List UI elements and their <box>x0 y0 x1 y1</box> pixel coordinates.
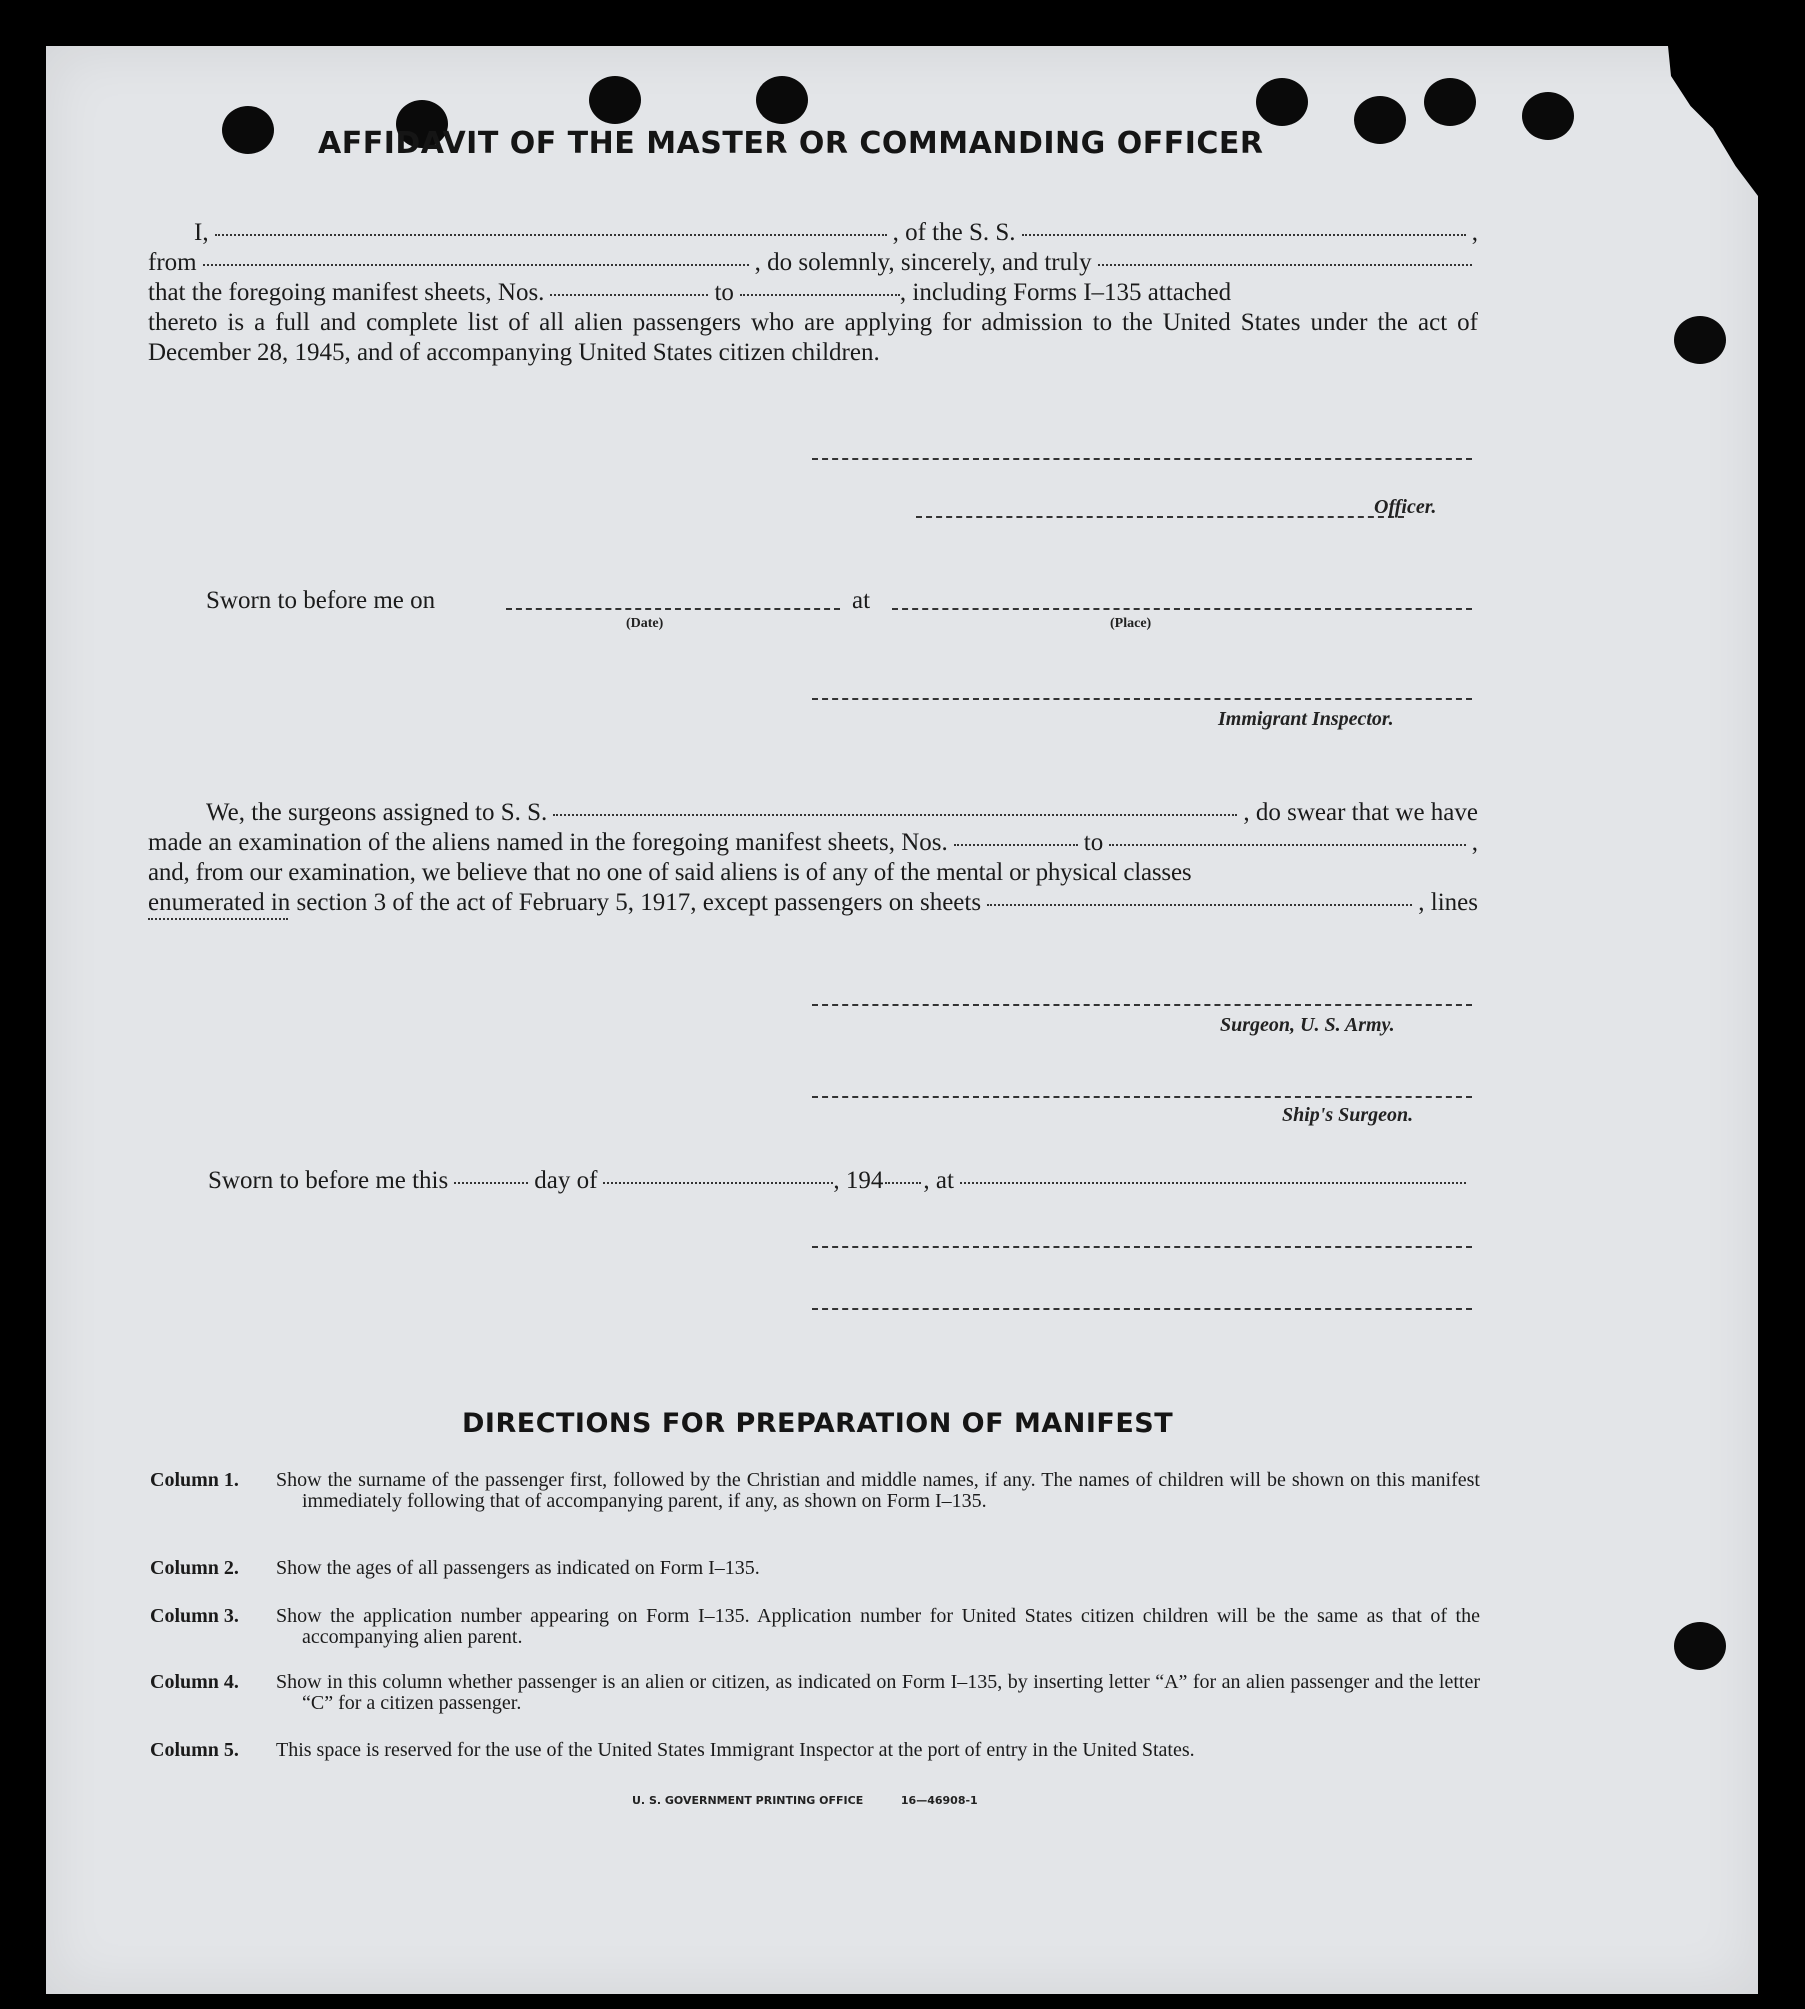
affidavit-text: , do solemnly, sincerely, and truly <box>754 249 1092 276</box>
affidavit-text: from <box>148 249 197 276</box>
inspector-signature-line-3[interactable] <box>812 1308 1472 1310</box>
direction-text: This space is reserved for the use of the United States Immigrant Inspector at the port of entry in the United States. <box>276 1739 1195 1761</box>
surgeons-section <box>148 798 1478 948</box>
surgeons-text: enumerated in section 3 of the act of February 5, 1917, except passengers on sheets <box>148 889 982 916</box>
year-field[interactable] <box>885 1182 921 1184</box>
direction-item <box>150 1558 1480 1579</box>
inspector-caption: Immigrant Inspector. <box>1218 708 1394 730</box>
surgeon-sheet-from-field[interactable] <box>954 844 1078 846</box>
affidavit-text: , including Forms I–135 attached <box>899 279 1232 306</box>
direction-text: Show the application number appearing on Form I–135. Application number for United States citizen children will be the same as that of the accompanying alien parent. <box>276 1605 1480 1648</box>
date-caption: (Date) <box>626 616 664 631</box>
affidavit-text: , of the S. S. <box>892 219 1016 246</box>
sheet-from-field[interactable] <box>550 294 708 296</box>
army-surgeon-signature-line[interactable] <box>812 1004 1472 1006</box>
affidavit-text: to <box>714 279 734 306</box>
sworn-text: day of <box>534 1167 598 1194</box>
sworn-text: , 194 <box>833 1167 884 1194</box>
officer-signature-line[interactable] <box>812 458 1472 460</box>
surgeons-line-3: and, from our examination, we believe that no one of said aliens is of any of the mental or physical classes <box>148 859 1192 886</box>
name-field[interactable] <box>215 234 887 236</box>
inspector-signature-line[interactable] <box>812 698 1472 700</box>
sworn-text: , at <box>923 1167 954 1194</box>
ship-surgeon-signature-line[interactable] <box>812 1096 1472 1098</box>
sheet-to-field[interactable] <box>740 294 900 296</box>
direction-text: Show the ages of all passengers as indicated on Form I–135. <box>276 1557 760 1579</box>
surgeons-text: We, the surgeons assigned to S. S. <box>206 799 548 826</box>
sworn-text: Sworn to before me this <box>208 1167 449 1194</box>
direction-item <box>150 1672 1480 1714</box>
officer-signature-line-2[interactable] <box>916 516 1404 518</box>
direction-label: Column 3. <box>150 1605 239 1627</box>
direction-text: Show the surname of the passenger first, followed by the Christian and middle names, if any. The names of children will be shown on this manifest immediately following that of accompanying parent, if any, as shown on Form I–135. <box>276 1469 1480 1512</box>
affidavit-line-2 <box>148 248 1478 278</box>
affidavit-text: , <box>1471 219 1478 246</box>
surgeon-sheet-to-field[interactable] <box>1109 844 1466 846</box>
punch-hole <box>756 76 808 124</box>
except-sheets-field[interactable] <box>987 904 1412 906</box>
surgeons-line-2 <box>148 828 1478 858</box>
direction-text: Show in this column whether passenger is an alien or citizen, as indicated on Form I–135, by inserting letter “A” for an alien passenger and the letter “C” for a citizen passenger. <box>276 1671 1480 1714</box>
affidavit-text: that the foregoing manifest sheets, Nos. <box>148 279 545 306</box>
direction-item <box>150 1606 1480 1648</box>
form-code: 16—46908-1 <box>900 1794 978 1807</box>
ship-surgeon-caption: Ship's Surgeon. <box>1282 1104 1414 1126</box>
inspector-signature-line-2[interactable] <box>812 1246 1472 1248</box>
sworn-date-field[interactable] <box>506 608 840 610</box>
sworn-on-label: Sworn to before me on <box>206 587 436 614</box>
footer <box>632 1794 978 1807</box>
sworn-at-label: at <box>852 587 871 614</box>
punch-hole <box>1674 1622 1726 1670</box>
surgeons-text: , do swear that we have <box>1243 799 1478 826</box>
day-field[interactable] <box>454 1182 528 1184</box>
surgeons-line-5 <box>148 918 1478 948</box>
surgeons-line-4 <box>148 888 1478 918</box>
torn-corner <box>1608 46 1758 196</box>
officer-caption: Officer. <box>1374 496 1437 518</box>
direction-label: Column 4. <box>150 1671 239 1693</box>
sworn-place-field[interactable] <box>892 608 1472 610</box>
surgeons-text: , lines <box>1418 889 1478 916</box>
surgeon-ship-field[interactable] <box>553 814 1237 816</box>
affidavit-body: thereto is a full and complete list of all alien passengers who are applying for admission to the United States under the act of December 28, 1945, and of accompanying United States citizen children. <box>148 309 1478 366</box>
printer-imprint: U. S. GOVERNMENT PRINTING OFFICE <box>632 1794 864 1807</box>
ship-name-field[interactable] <box>1022 234 1466 236</box>
surgeons-line-1 <box>148 798 1478 828</box>
surgeons-text: made an examination of the aliens named in the foregoing manifest sheets, Nos. <box>148 829 948 856</box>
sworn-this-day-row <box>208 1166 1472 1196</box>
direction-label: Column 5. <box>150 1739 239 1761</box>
surgeons-text: , <box>1471 829 1478 856</box>
surgeons-text: to <box>1083 829 1104 856</box>
month-field[interactable] <box>603 1182 833 1184</box>
form-page <box>46 46 1758 1994</box>
directions-title: DIRECTIONS FOR PREPARATION OF MANIFEST <box>462 1408 1174 1439</box>
punch-hole <box>1354 96 1406 144</box>
direction-item <box>150 1470 1480 1512</box>
army-surgeon-caption: Surgeon, U. S. Army. <box>1220 1014 1395 1036</box>
punch-hole <box>222 106 274 154</box>
place-caption: (Place) <box>1110 616 1152 631</box>
affidavit-title: AFFIDAVIT OF THE MASTER OR COMMANDING OFFICER <box>318 126 1264 161</box>
from-field[interactable] <box>203 264 749 266</box>
direction-label: Column 2. <box>150 1557 239 1579</box>
oath-field[interactable] <box>1098 264 1472 266</box>
punch-hole <box>1522 92 1574 140</box>
affidavit-line-1 <box>148 218 1478 248</box>
punch-hole <box>589 76 641 124</box>
direction-item <box>150 1740 1480 1761</box>
sworn-place-field-2[interactable] <box>960 1182 1466 1184</box>
punch-hole <box>1424 78 1476 126</box>
affidavit-text: I, <box>194 219 209 246</box>
punch-hole <box>1674 316 1726 364</box>
punch-hole <box>1256 78 1308 126</box>
lines-field[interactable] <box>148 918 288 920</box>
affidavit-line-3 <box>148 278 1478 308</box>
affidavit-section <box>148 218 1478 368</box>
direction-label: Column 1. <box>150 1469 239 1491</box>
